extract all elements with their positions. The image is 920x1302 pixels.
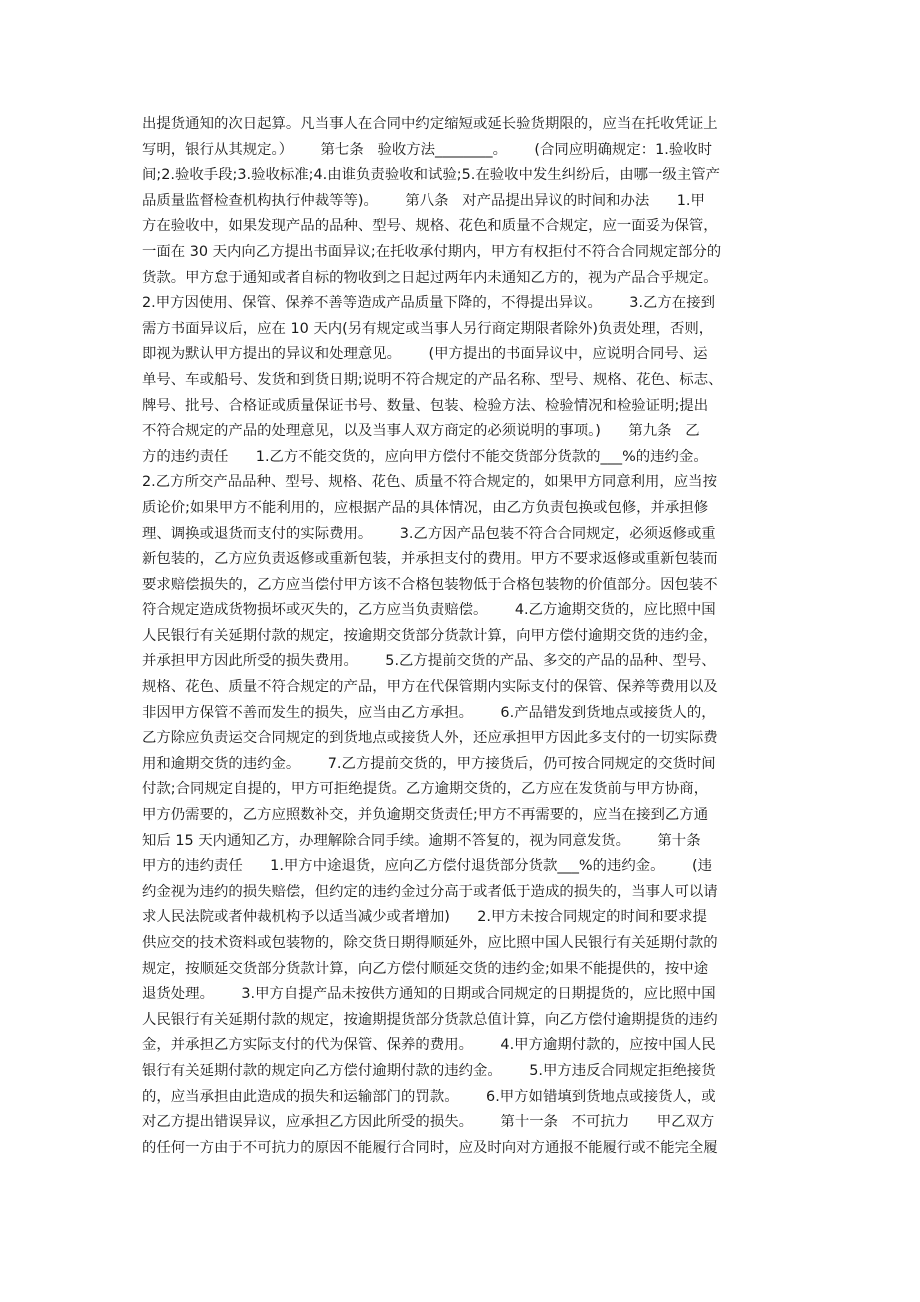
text-line: 符合规定造成货物损坏或灭失的，乙方应当负责赔偿。 4.乙方逾期交货的，应比照中国 [142,602,716,619]
text-line: 质论价;如果甲方不能利用的，应根据产品的具体情况，由乙方负责包换或包修，并承担修 [142,499,709,516]
text-line: 写明，银行从其规定。） 第七条 验收方法________。 (合同应明确规定：1.验收时 [142,141,713,158]
text-line: 退货处理。 3.甲方自提产品未按供方通知的日期或合同规定的日期提货的，应比照中国 [142,986,716,1003]
text-line: 的，应当承担由此造成的损失和运输部门的罚款。 6.甲方如错填到货地点或接货人，或 [142,1088,716,1105]
text-line: 知后 15 天内通知乙方，办理解除合同手续。逾期不答复的，视为同意发货。 第十条 [142,832,701,849]
text-line: 甲方仍需要的，乙方应照数补交，并负逾期交货责任;甲方不再需要的，应当在接到乙方通 [142,807,709,824]
text-line: 付款;合同规定自提的，甲方可拒绝提货。乙方逾期交货的，乙方应在发货前与甲方协商， [142,781,709,798]
text-line: 即视为默认甲方提出的异议和处理意见。 (甲方提出的书面异议中，应说明合同号、运 [142,346,708,363]
text-line: 新包装的，乙方应负责返修或重新包装，并承担支付的费用。甲方不要求返修或重新包装而 [142,551,718,568]
text-line: 供应交的技术资料或包装物的，除交货日期得顺延外，应比照中国人民银行有关延期付款的 [142,935,718,951]
text-line: 不符合规定的产品的处理意见，以及当事人双方商定的必须说明的事项。) 第九条 乙 [142,423,700,440]
text-line: 金，并承担乙方实际支付的代为保管、保养的费用。 4.甲方逾期付款的，应按中国人民 [142,1037,716,1054]
text-line: 间;2.验收手段;3.验收标准;4.由谁负责验收和试验;5.在验收中发生纠纷后，由哪一级主管产 [142,167,720,184]
text-line: 货款。甲方怠于通知或者自标的物收到之日起过两年内未通知乙方的，视为产品合乎规定。 [142,269,718,286]
text-line: 方的违约责任 1.乙方不能交货的，应向甲方偿付不能交货部分货款的___%的违约金。 [142,448,708,465]
text-line: 并承担甲方因此所受的损失费用。 5.乙方提前交货的产品、多交的产品的品种、型号、 [142,653,716,670]
text-line: 乙方除应负责运交合同规定的到货地点或接货人外，还应承担甲方因此多支付的一切实际费 [142,730,718,747]
text-line: 规定，按顺延交货部分货款计算，向乙方偿付顺延交货的违约金;如果不能提供的，按中途 [142,960,709,977]
text-line: 甲方的违约责任 1.甲方中途退货，应向乙方偿付退货部分货款___%的违约金。 (违 [142,858,712,875]
text-line: 2.甲方因使用、保管、保养不善等造成产品质量下降的，不得提出异议。 3.乙方在接到 [142,295,715,312]
contract-text-body [142,112,790,1161]
text-line: 2.乙方所交产品品种、型号、规格、花色、质量不符合规定的，如果甲方同意利用，应当按 [142,474,717,491]
text-line: 人民银行有关延期付款的规定，按逾期提货部分货款总值计算，向乙方偿付逾期提货的违约 [142,1011,718,1028]
text-line: 银行有关延期付款的规定向乙方偿付逾期付款的违约金。 5.甲方违反合同规定拒绝接货 [142,1062,716,1079]
text-line: 品质量监督检查机构执行仲裁等等)。 第八条 对产品提出异议的时间和办法 1.甲 [142,192,705,209]
text-line: 方在验收中，如果发现产品的品种、型号、规格、花色和质量不合规定，应一面妥为保管， [142,218,718,235]
text-line: 需方书面异议后，应在 10 天内(另有规定或当事人另行商定期限者除外)负责处理，否则， [142,320,714,337]
text-line: 人民银行有关延期付款的规定，按逾期交货部分货款计算，向甲方偿付逾期交货的违约金， [142,627,718,644]
text-line: 约金视为违约的损失赔偿，但约定的违约金过分高于或者低于造成的损失的，当事人可以请 [142,883,718,900]
text-line: 出提货通知的次日起算。凡当事人在合同中约定缩短或延长验货期限的，应当在托收凭证上 [142,116,718,132]
text-line: 规格、花色、质量不符合规定的产品，甲方在代保管期内实际支付的保管、保养等费用以及 [142,679,718,696]
text-line: 用和逾期交货的违约金。 7.乙方提前交货的，甲方接货后，仍可按合同规定的交货时间 [142,755,716,772]
text-line: 非因甲方保管不善而发生的损失，应当由乙方承担。 6.产品错发到货地点或接货人的， [142,704,716,721]
text-line: 理、调换或退货而支付的实际费用。 3.乙方因产品包装不符合合同规定，必须返修或重 [142,525,716,542]
text-line: 要求赔偿损失的，乙方应当偿付甲方该不合格包装物低于合格包装物的价值部分。因包装不 [142,576,718,593]
text-line: 的任何一方由于不可抗力的原因不能履行合同时，应及时向对方通报不能履行或不能完全履 [142,1139,718,1156]
text-line: 单号、车或船号、发货和到货日期;说明不符合规定的产品名称、型号、规格、花色、标志、 [142,371,723,388]
text-line: 牌号、批号、合格证或质量保证书号、数量、包装、检验方法、检验情况和检验证明;提出 [142,397,709,414]
text-line: 对乙方提出错误异议，应承担乙方因此所受的损失。 第十一条 不可抗力 甲乙双方 [142,1114,715,1131]
text-line: 一面在 30 天内向乙方提出书面异议;在托收承付期内，甲方有权拒付不符合合同规定部分的 [142,243,722,260]
text-line: 求人民法院或者仲裁机构予以适当减少或者增加) 2.甲方未按合同规定的时间和要求提 [142,909,707,926]
